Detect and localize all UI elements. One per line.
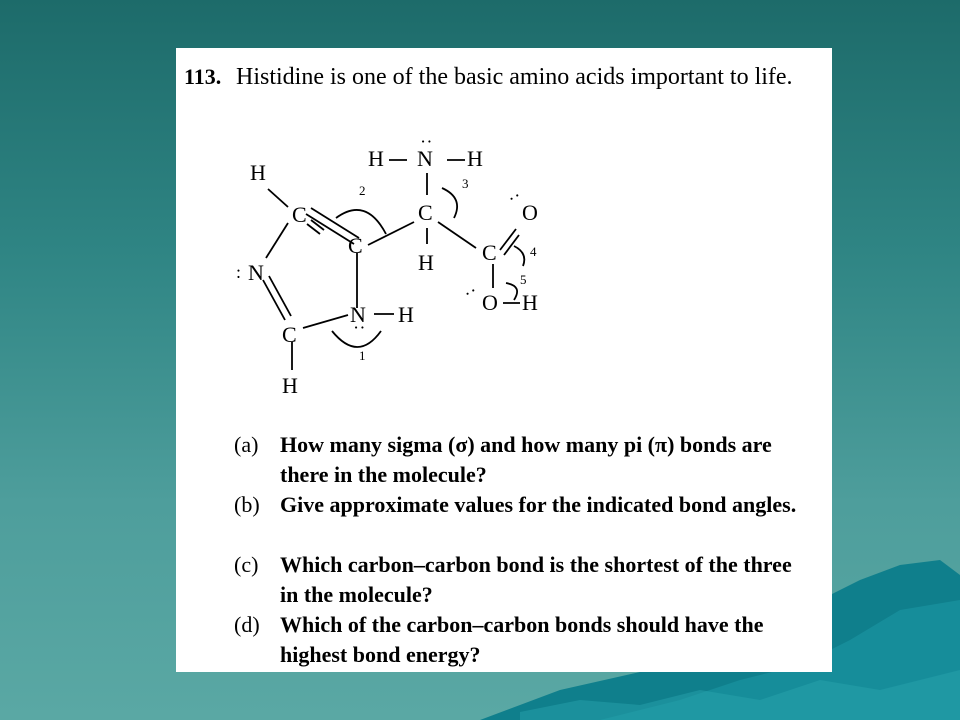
atom-o-carbonyl: O [522, 200, 538, 225]
question-c-label: (c) [234, 552, 259, 577]
problem-stem: Histidine is one of the basic amino acids important to life. [236, 64, 793, 90]
lone-pair-ring-nh: : [351, 325, 371, 331]
question-b-label: (b) [234, 492, 260, 517]
atom-c-ring-top: C [292, 202, 307, 227]
atom-c-alpha: C [418, 200, 433, 225]
atom-h-alpha: H [418, 250, 434, 275]
atom-c-ring-bridge: C [348, 233, 363, 258]
atom-h-ring-top: H [250, 160, 266, 185]
atom-n-amine: N [417, 146, 433, 171]
lone-pair-ring-left: : [236, 262, 242, 282]
atom-h-amine-left: H [368, 146, 384, 171]
question-a-text: How many sigma (σ) and how many pi (π) bonds are there in the molecule? [280, 432, 772, 487]
atom-c-ring-bottom: C [282, 322, 297, 347]
question-c-text: Which carbon–carbon bond is the shortest of the three in the molecule? [280, 552, 792, 607]
problem-number: 113. [184, 64, 222, 89]
atom-h-ring-right: H [398, 302, 414, 327]
lone-pair-carbonyl: : [506, 189, 527, 204]
question-d-text: Which of the carbon–carbon bonds should have the highest bond energy? [280, 612, 764, 667]
atom-h-ring-bottom: H [282, 373, 298, 398]
atom-c-carbonyl: C [482, 240, 497, 265]
angle-label-3: 3 [462, 176, 469, 191]
problem-card [176, 48, 832, 672]
angle-label-4: 4 [530, 244, 537, 259]
atom-o-hydroxyl: O [482, 290, 498, 315]
lone-pair-hydroxyl: : [462, 284, 483, 299]
question-d-label: (d) [234, 612, 260, 637]
atom-n-ring-right: N [350, 302, 366, 327]
question-a-label: (a) [234, 432, 259, 457]
atom-h-hydroxyl: H [522, 290, 538, 315]
atom-h-amine-right: H [467, 146, 483, 171]
angle-label-2: 2 [359, 183, 366, 198]
atom-n-ring-left: N [248, 260, 264, 285]
angle-label-1: 1 [359, 348, 366, 363]
question-b-text: Give approximate values for the indicated bond angles. [280, 492, 797, 517]
angle-label-5: 5 [520, 272, 527, 287]
lone-pair-amine: : [418, 139, 438, 145]
bond-lines [263, 160, 527, 370]
